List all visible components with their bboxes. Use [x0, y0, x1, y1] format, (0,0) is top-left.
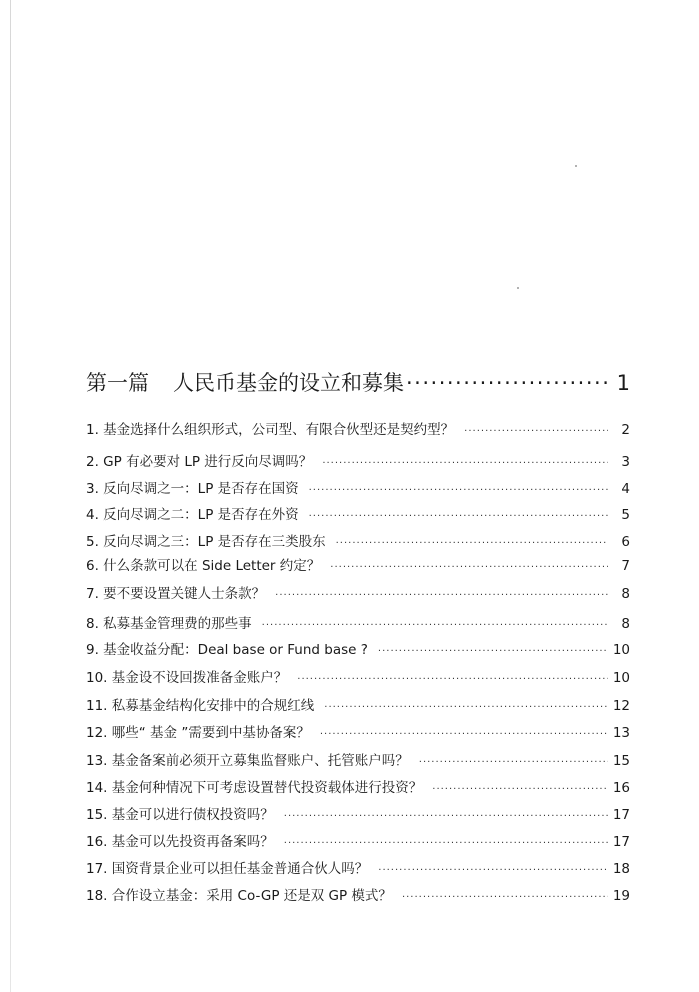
entry-title: 1. 基金选择什么组织形式，公司型、有限合伙型还是契约型？	[86, 422, 455, 438]
dot-leader	[378, 865, 608, 876]
entry-title: 12. 哪些“ 基金 ”需要到中基协备案？	[86, 725, 310, 741]
entry-title: 13. 基金备案前必须开立募集监督账户、托管账户吗？	[86, 753, 409, 769]
entry-page: 8	[621, 586, 630, 602]
entry-title: 17. 国资背景企业可以担任基金普通合伙人吗？	[86, 861, 369, 877]
entry-title: 18. 合作设立基金：采用 Co-GP 还是双 GP 模式？	[86, 888, 392, 904]
entry-title: 3. 反向尽调之一：LP 是否存在国资	[86, 481, 299, 497]
dot-leader	[284, 838, 608, 849]
entry-page: 13	[612, 725, 630, 741]
toc-entry[interactable]	[86, 554, 630, 574]
toc-entry[interactable]	[86, 503, 630, 523]
entry-page: 15	[612, 753, 630, 769]
entry-title: 8. 私募基金管理费的那些事	[86, 616, 252, 632]
toc-entry[interactable]	[86, 749, 630, 769]
toc-entry[interactable]	[86, 830, 630, 850]
entry-title: 5. 反向尽调之三：LP 是否存在三类股东	[86, 534, 326, 550]
entry-title: 16. 基金可以先投资再备案吗？	[86, 834, 274, 850]
entry-page: 2	[621, 422, 630, 438]
dot-leader	[297, 674, 608, 685]
toc-entry[interactable]	[86, 666, 630, 686]
entry-title: 10. 基金设不设回拨准备金账户？	[86, 670, 288, 686]
entry-page: 17	[612, 807, 630, 823]
toc-entry[interactable]	[86, 612, 630, 632]
entry-page: 3	[621, 454, 630, 470]
entry-title: 9. 基金收益分配：Deal base or Fund base ?	[86, 642, 368, 658]
entry-page: 4	[621, 481, 630, 497]
dot-leader	[419, 757, 608, 768]
part-title: 人民币基金的设立和募集	[173, 371, 404, 395]
dot-leader	[262, 620, 608, 631]
entry-page: 7	[621, 558, 630, 574]
toc-entry[interactable]	[86, 477, 630, 497]
dot-leader	[320, 729, 608, 740]
toc-entry[interactable]	[86, 694, 630, 714]
toc-entry[interactable]	[86, 803, 630, 823]
toc-entry[interactable]	[86, 582, 630, 602]
entry-title: 4. 反向尽调之二：LP 是否存在外资	[86, 507, 299, 523]
entry-title: 6. 什么条款可以在 Side Letter 约定？	[86, 558, 321, 574]
entry-title: 7. 要不要设置关键人士条款？	[86, 586, 266, 602]
dot-leader	[322, 458, 608, 469]
dot-leader	[309, 511, 608, 522]
toc-entry[interactable]	[86, 721, 630, 741]
entry-page: 18	[612, 861, 630, 877]
entry-page: 17	[612, 834, 630, 850]
entry-page: 10	[612, 642, 630, 658]
toc-entry[interactable]	[86, 776, 630, 796]
entry-title: 15. 基金可以进行债权投资吗？	[86, 807, 274, 823]
dot-leader	[275, 590, 608, 601]
toc-entry[interactable]	[86, 418, 630, 438]
dot-leader	[378, 646, 608, 657]
toc-entry[interactable]	[86, 884, 630, 904]
dot-leader	[284, 811, 608, 822]
entry-page: 16	[612, 780, 630, 796]
dot-leader	[464, 426, 608, 437]
dot-leader	[432, 784, 608, 795]
toc-entry[interactable]	[86, 638, 630, 658]
dot-leader	[330, 562, 608, 573]
entry-page: 10	[612, 670, 630, 686]
entry-page: 6	[621, 534, 630, 550]
part-page-number: 1	[616, 371, 630, 395]
entry-page: 5	[621, 507, 630, 523]
toc-entry[interactable]	[86, 857, 630, 877]
entry-page: 19	[612, 888, 630, 904]
entry-page: 8	[621, 616, 630, 632]
dot-leader	[406, 371, 611, 395]
toc-entry[interactable]	[86, 450, 630, 470]
dot-leader	[336, 538, 608, 549]
entry-title: 2. GP 有必要对 LP 进行反向尽调吗？	[86, 454, 313, 470]
dot-leader	[309, 485, 608, 496]
toc-entry[interactable]	[86, 530, 630, 550]
part-heading	[86, 367, 630, 397]
entry-title: 14. 基金何种情况下可考虑设置替代投资载体进行投资？	[86, 780, 423, 796]
entry-page: 12	[612, 698, 630, 714]
dot-leader	[324, 702, 608, 713]
part-number: 第一篇	[86, 371, 149, 395]
entry-title: 11. 私募基金结构化安排中的合规红线	[86, 698, 315, 714]
dot-leader	[402, 892, 608, 903]
